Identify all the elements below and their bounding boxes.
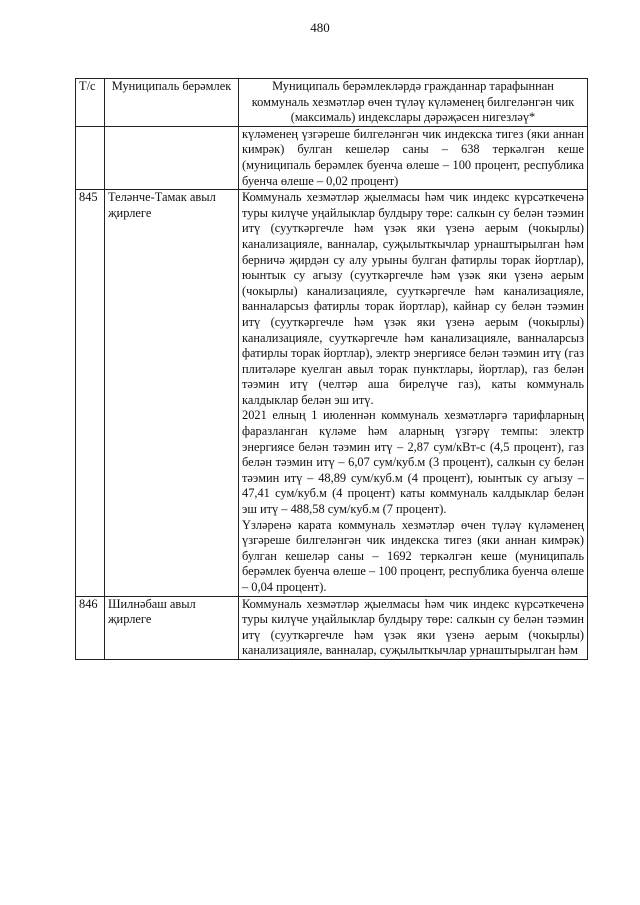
- row-paragraph: күләменең үзгәреше билгеләнгән чик индекска тигез (яки аннан кимрәк) булган кешеләр саны – 638 теркәлгән кеше (муниципаль берәмлек буенча өлеше – 100 процент, республика буенча өлеше – 0,02 процент): [242, 126, 584, 188]
- row-number: 846: [76, 596, 105, 659]
- header-municipality: Муниципаль берәмлек: [105, 79, 239, 127]
- table-header-row: [76, 79, 588, 127]
- table-row: [76, 126, 588, 189]
- header-number: Т/с: [76, 79, 105, 127]
- row-paragraph: Үзләренә карата коммуналь хезмәтләр өчен түләү күләменең үзгәреше билгеләнгән чик индекска тигез (яки аннан кимрәк) булган кешеләр саны – 1692 теркәлгән кеше (муниципаль берәмлек буенча өлеше – 100 процент, республика буенча өлеше – 0,04 процент).: [242, 517, 584, 594]
- row-number: [76, 126, 105, 189]
- page-number: 480: [310, 20, 330, 35]
- row-paragraph: Коммуналь хезмәтләр җыелмасы һәм чик индекс күрсәткеченә туры килүче уңайлыклар булдыру төре: салкын су белән тәэмин итү (сууткәргечле һәм үзәк яки үзенә аерым (чокырлы) канализацияле, ванналар, суҗылыткычлар урнаштырылган һәм: [242, 596, 584, 658]
- row-paragraph: Коммуналь хезмәтләр җыелмасы һәм чик индекс күрсәткеченә туры килүче уңайлыклар булдыру төре: салкын су белән тәэмин итү (сууткәргечле һәм үзәк яки үзенә аерым (чокырлы) канализацияле, ванналар, суҗылыткычлар урнаштырылган һәм берничә җирдән су алу урыны булган фатирлы торак йортлар), юынтык су агызу (сууткәргечле һәм үзәк яки үзенә аерым (чокырлы) канализацияле, сууткәргечле һәм канализацияле, ванналарсыз фатирлы торак йортлар), кайнар су белән тәэмин итү (сууткәргечле һәм үзәк яки үзенә аерым (чокырлы) канализацияле, сууткәргечле һәм канализацияле, ванналарсыз фатирлы торак йортлар), электр энергиясе белән тәэмин итү (газ плитәләре куелган авыл торак пунктлары, йортлар), газ белән тәэмин итү (челтәр аша бирелүче газ), каты коммуналь калдыклар белән эш итү.: [242, 190, 584, 407]
- row-municipality: Шилнәбаш авыл җирлеге: [105, 596, 239, 659]
- index-table: [75, 78, 588, 660]
- row-description: [239, 596, 588, 659]
- row-number: 845: [76, 190, 105, 596]
- table-row: [76, 190, 588, 596]
- row-description: [239, 190, 588, 596]
- table-row: [76, 596, 588, 659]
- row-municipality: Теләнче-Тамак авыл җирлеге: [105, 190, 239, 596]
- header-description: Муниципаль берәмлекләрдә гражданнар тарафыннан коммуналь хезмәтләр өчен түләү күләменең билгеләнгән чик (максималь) индекслары дәрәҗәсен нигезләү*: [239, 79, 588, 127]
- row-municipality: [105, 126, 239, 189]
- row-description: [239, 126, 588, 189]
- row-paragraph: 2021 елның 1 июленнән коммуналь хезмәтләргә тарифларның фаразланган күләме һәм аларның үзгәрү темпы: электр энергиясе белән тәэмин итү – 2,87 сум/кВт-с (4,5 процент), газ белән тәэмин итү – 6,07 сум/куб.м (3 процент), салкын су белән тәэмин итү – 48,89 сум/куб.м (4 процент), юынтык су агызу – 47,41 сум/куб.м (4 процент) каты коммуналь калдыклар белән эш итү – 488,58 сум/куб.м (7 процент).: [242, 408, 584, 517]
